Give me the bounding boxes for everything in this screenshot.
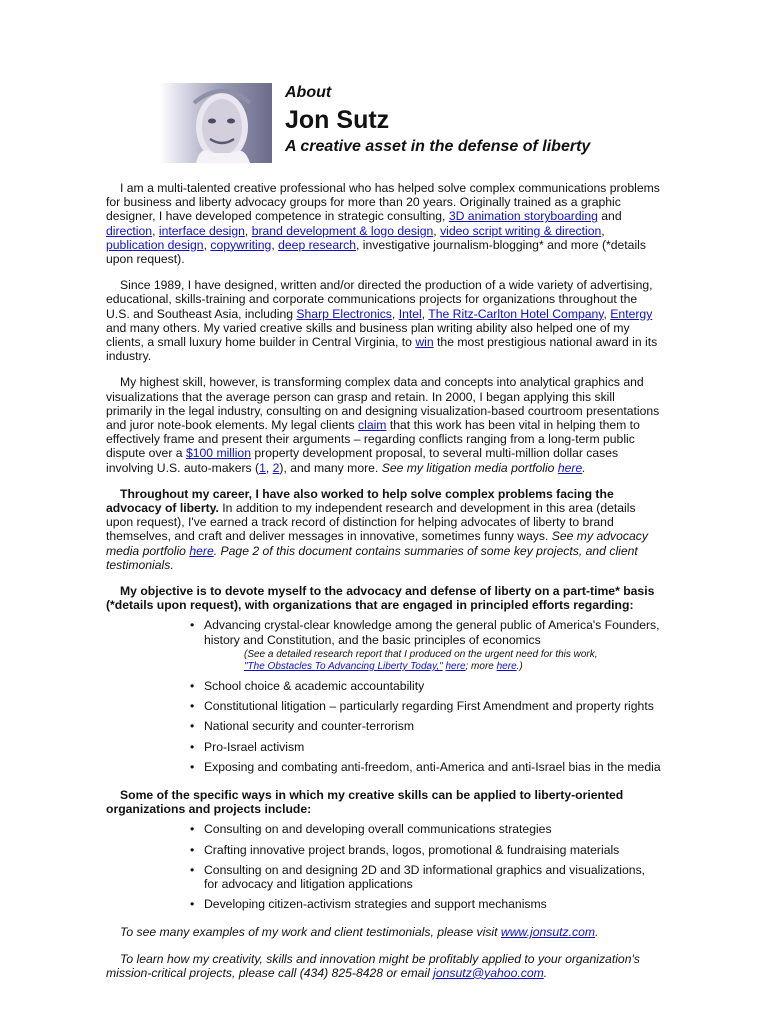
research-report-note xyxy=(244,649,662,673)
list-item-text: School choice & academic accountability xyxy=(204,678,425,693)
link-report-here[interactable]: here xyxy=(445,660,466,672)
header-about-label: About xyxy=(285,84,332,101)
paragraph-clients xyxy=(106,278,662,363)
list-item xyxy=(190,822,662,836)
text-run-italic: See my advocacy media portfolio xyxy=(106,529,648,558)
list-item-text: Exposing and combating anti-freedom, anti-America and anti-Israel bias in the media xyxy=(204,759,661,774)
text-run: (See a detailed research report that I produced on the urgent need for this work, xyxy=(244,648,598,660)
text-run: , xyxy=(391,306,399,321)
objectives-list xyxy=(106,618,662,773)
text-run-italic: To learn how my creativity, skills and innovation might be profitably applied to your organization's mission-critical projects, please call (434) 825-8428 or email xyxy=(106,951,640,980)
text-run: , xyxy=(271,237,279,252)
link-ritz-carlton[interactable]: The Ritz-Carlton Hotel Company xyxy=(428,306,604,321)
list-item xyxy=(190,863,662,891)
link-win[interactable]: win xyxy=(415,335,434,350)
text-run: My highest skill, however, is transforming complex data and concepts into analytical graphics and visualizations that the average person can grasp and retain. In 2000, I began applying this skill primarily in the legal industry, consulting on and designing visualization-based courtroom presentations and juror note-book elements. My legal clients xyxy=(106,375,660,433)
list-item-text: Pro-Israel activism xyxy=(204,739,305,754)
portrait-photo xyxy=(160,83,272,163)
paragraph-contact xyxy=(106,952,662,980)
link-copywriting[interactable]: copywriting xyxy=(210,237,272,252)
link-deep-research[interactable]: deep research xyxy=(278,237,357,252)
link-3d-animation-storyboarding[interactable]: 3D animation storyboarding xyxy=(448,209,598,224)
text-run-italic: . Page 2 of this document contains summaries of some key projects, and client testimonials. xyxy=(106,543,638,572)
text-run: In addition to my independent research and development in this area (details upon request), I've earned a track record of distinction for helping advocates of liberty to brand themselves, and craft and deliver messages in innovative, sometimes funny ways. xyxy=(106,501,636,544)
text-run: I am a multi-talented creative professional who has helped solve complex communications problems for business and liberty advocacy groups for more than 20 years. Originally trained as a graphic designer, I have developed competence in strategic consulting, xyxy=(106,181,660,224)
list-item xyxy=(190,699,662,713)
list-item-text: Developing citizen-activism strategies and support mechanisms xyxy=(204,897,547,912)
text-run: and many others. My varied creative skills and business plan writing ability also helped one of my clients, a small luxury home builder in Central Virginia, to xyxy=(106,320,630,350)
list-item xyxy=(190,760,662,774)
page-title: Jon Sutz xyxy=(285,106,390,134)
skills-list xyxy=(106,822,662,911)
list-item xyxy=(190,679,662,693)
text-run: , xyxy=(265,460,273,475)
list-item-text: Consulting on and designing 2D and 3D informational graphics and visualizations, for advocacy and litigation applications xyxy=(204,862,646,891)
paragraph-visualization xyxy=(106,375,662,474)
link-video-script-writing[interactable]: video script writing & direction xyxy=(440,223,602,238)
list-item xyxy=(190,897,662,911)
text-run: ; more xyxy=(465,660,497,672)
list-item-text: National security and counter-terrorism xyxy=(204,719,414,734)
list-item-text: Consulting on and developing overall communications strategies xyxy=(204,822,552,837)
link-case-2[interactable]: 2 xyxy=(272,460,280,475)
text-run: , xyxy=(433,223,441,238)
text-run: , xyxy=(203,237,211,252)
text-run: . xyxy=(582,460,586,475)
paragraph-skills-intro xyxy=(106,788,662,816)
text-run: and xyxy=(597,209,622,224)
text-run: the most prestigious national award in its industry. xyxy=(106,335,658,364)
text-run-bold: My objective is to devote myself to the advocacy and defense of liberty on a part-time* basis (*details upon request), with organizations that are engaged in principled efforts regarding: xyxy=(106,584,655,613)
link-entergy[interactable]: Entergy xyxy=(610,306,653,321)
link-brand-development[interactable]: brand development & logo design xyxy=(251,223,434,238)
text-run: ), and many more. xyxy=(279,460,382,475)
link-interface-design[interactable]: interface design xyxy=(158,223,245,238)
link-claim[interactable]: claim xyxy=(358,418,387,433)
list-item-text: Advancing crystal-clear knowledge among the general public of America's Founders, history and Constitution, and the basic principles of economics xyxy=(204,618,660,647)
text-run: , xyxy=(152,223,159,238)
text-run-italic: . xyxy=(595,925,599,940)
link-publication-design[interactable]: publication design xyxy=(106,237,204,252)
link-intel[interactable]: Intel xyxy=(398,306,422,321)
text-run: property development proposal, to several multi-million dollar cases involving U.S. auto-makers ( xyxy=(106,446,619,475)
list-item xyxy=(190,843,662,857)
text-run: , xyxy=(244,223,252,238)
list-item xyxy=(190,618,662,672)
link-100-million[interactable]: $100 million xyxy=(185,446,251,461)
text-run: .) xyxy=(516,660,523,672)
paragraph-advocacy xyxy=(106,487,662,572)
list-item xyxy=(190,740,662,754)
text-run-bold: Throughout my career, I have also worked to help solve complex problems facing the advocacy of liberty. xyxy=(106,486,614,516)
text-run: , xyxy=(601,223,605,238)
paragraph-objective xyxy=(106,584,662,612)
text-run: Since 1989, I have designed, written and/or directed the production of a wide variety of advertising, educational, skills-training and corporate communications projects for organizations throughout the U.S. and Southeast Asia, including xyxy=(106,278,653,321)
link-website[interactable]: www.jonsutz.com xyxy=(500,925,596,940)
text-run-italic: To see many examples of my work and client testimonials, please visit xyxy=(120,925,501,940)
link-direction[interactable]: direction xyxy=(106,223,153,238)
link-obstacles-report[interactable]: "The Obstacles To Advancing Liberty Today," xyxy=(244,660,443,672)
link-advocacy-portfolio[interactable]: here xyxy=(189,543,214,558)
text-run-bold: Some of the specific ways in which my creative skills can be applied to liberty-oriented organizations and projects include: xyxy=(106,787,624,817)
text-run: , xyxy=(421,306,429,321)
link-case-1[interactable]: 1 xyxy=(259,460,266,475)
list-item xyxy=(190,719,662,733)
link-report-more-here[interactable]: here xyxy=(496,660,517,672)
text-run-italic: . xyxy=(543,965,548,980)
document-body xyxy=(106,181,662,992)
list-item-text: Crafting innovative project brands, logos, promotional & fundraising materials xyxy=(204,842,620,857)
link-litigation-portfolio[interactable]: here xyxy=(557,460,583,475)
link-sharp-electronics[interactable]: Sharp Electronics xyxy=(296,306,392,321)
text-run-italic: See my litigation media portfolio xyxy=(381,460,558,475)
text-run: , investigative journalism-blogging* and more (*details upon request). xyxy=(106,237,646,267)
list-item-text: Constitutional litigation – particularly regarding First Amendment and property rights xyxy=(204,699,654,714)
page-subtitle: A creative asset in the defense of liberty xyxy=(285,138,591,155)
paragraph-website xyxy=(106,925,662,939)
text-run: that this work has been vital in helping them to effectively frame and present their arguments – regarding conflicts ranging from a long-term public dispute over a xyxy=(106,418,640,461)
link-email[interactable]: jonsutz@yahoo.com xyxy=(433,965,544,980)
text-run: , xyxy=(603,306,611,321)
paragraph-intro xyxy=(106,181,662,266)
